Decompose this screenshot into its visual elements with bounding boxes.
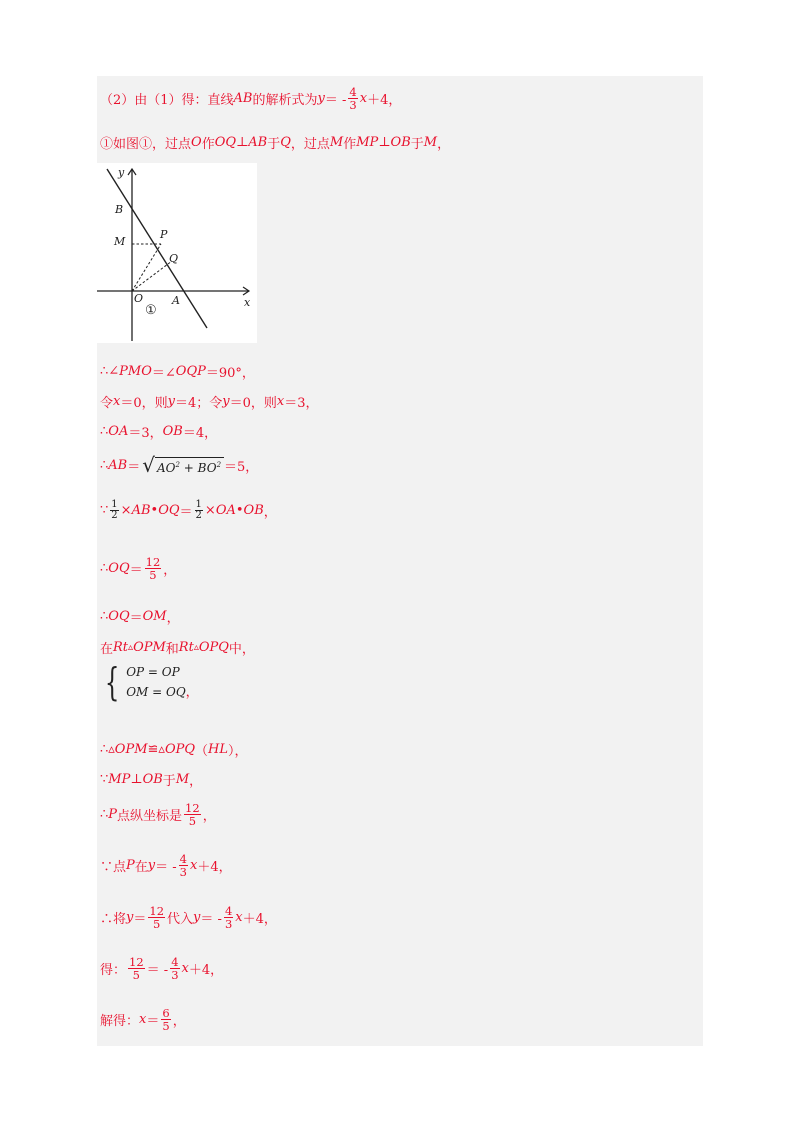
text: ＝ [127, 459, 141, 475]
var: OPM [114, 742, 148, 757]
text: 点纵坐标是 [117, 809, 183, 824]
numerator: 1 [195, 499, 202, 510]
var: P [126, 858, 135, 873]
fraction [195, 500, 203, 521]
text: ＋4， [197, 860, 232, 875]
var: x [113, 394, 121, 409]
text: 代入 [167, 912, 194, 927]
label-y: y [118, 166, 125, 179]
label-b: B [115, 203, 124, 216]
text: ∴ [100, 561, 109, 576]
text: （2）由（1）得：直线 [100, 93, 234, 108]
text: ， [189, 774, 203, 789]
text: ＝0，则 [229, 396, 277, 411]
fraction [161, 1007, 170, 1032]
equation-system [100, 662, 186, 702]
numerator: 4 [224, 904, 233, 918]
label-o: O [134, 292, 144, 305]
var: P [108, 807, 118, 822]
segment-op [132, 244, 161, 291]
line-5 [100, 422, 217, 441]
exponent: 2 [175, 461, 180, 469]
line-17 [100, 956, 223, 981]
numerator: 4 [171, 955, 179, 969]
text: ＝0，则 [120, 396, 168, 411]
text: ＝3， [284, 396, 319, 411]
denominator: 5 [188, 814, 197, 828]
denominator: 3 [349, 98, 357, 112]
denominator: 2 [111, 510, 118, 521]
text: • [150, 503, 159, 518]
text: × [120, 503, 132, 518]
geometry-figure [97, 163, 257, 343]
text: 作 [343, 137, 357, 152]
var: x [181, 961, 189, 976]
var: x [190, 858, 198, 873]
text: 得： [100, 963, 127, 978]
text: 解得： [100, 1014, 140, 1029]
text: ＝∠ [151, 366, 176, 381]
label-m: M [114, 235, 126, 248]
var: OPQ [198, 640, 229, 655]
text: ＝3， [128, 426, 163, 441]
var: y [147, 858, 156, 873]
line-11 [100, 662, 199, 702]
text: ⊥ [378, 135, 391, 150]
var: x [235, 910, 243, 925]
var: OA [215, 503, 236, 518]
line-6 [100, 455, 258, 475]
var: OQP [175, 364, 206, 379]
radicand [155, 457, 224, 475]
var: HL [208, 742, 228, 757]
line-2 [100, 133, 450, 152]
text: ＝ [179, 505, 193, 520]
text: ∵ [100, 503, 109, 518]
line-9 [100, 607, 180, 626]
var: y [167, 394, 175, 409]
line-ab [107, 169, 207, 328]
var: OPQ [164, 742, 195, 757]
text: ∴ [100, 424, 109, 439]
text: ∴ [100, 609, 109, 624]
text: ， [166, 611, 180, 626]
var: AB [108, 457, 128, 473]
var: OPM [133, 640, 166, 655]
numerator: 1 [111, 499, 118, 510]
text: • [235, 503, 244, 518]
text: 在 [134, 860, 148, 875]
var: OQ [108, 609, 130, 624]
fraction [148, 905, 165, 930]
text: ∵点 [100, 860, 127, 875]
var: M [423, 135, 438, 150]
line-12 [100, 740, 248, 759]
numerator: 12 [185, 801, 200, 815]
brace: { [104, 660, 120, 704]
plus: + [179, 461, 198, 475]
var: AB [248, 135, 268, 150]
term: AO [157, 461, 176, 475]
numerator: 4 [349, 85, 357, 99]
text: 中， [228, 642, 255, 657]
var: x [276, 394, 285, 409]
fraction [170, 956, 179, 981]
text: 的解析式为 [252, 93, 318, 108]
text: ⊥ [236, 135, 249, 150]
exponent: 2 [216, 461, 222, 469]
text: （ [195, 744, 209, 759]
text: 于 [162, 774, 176, 789]
var: PMO [119, 364, 152, 379]
text: ， [202, 809, 216, 824]
text: 令 [100, 396, 114, 411]
text: ∴▵ [100, 742, 115, 757]
line-14 [100, 802, 216, 827]
var: MP [356, 135, 379, 150]
text: ≌▵ [147, 742, 165, 757]
text: ＋4， [188, 963, 224, 978]
numerator: 12 [149, 904, 165, 918]
denominator: 2 [195, 510, 202, 521]
var-y: y [317, 91, 325, 106]
label-p: P [160, 228, 168, 241]
text: ， [185, 685, 199, 700]
line-10 [100, 638, 255, 657]
denominator: 3 [224, 917, 233, 931]
text: ⊥ [130, 772, 143, 787]
label-q: Q [169, 252, 179, 265]
var: y [193, 910, 201, 925]
figure-svg [97, 163, 257, 343]
text: ）， [228, 744, 248, 759]
text: ①如图①，过点 [100, 137, 192, 152]
var-ab: AB [233, 91, 253, 106]
text: 于 [410, 137, 424, 152]
line-3 [100, 362, 255, 381]
fraction [348, 86, 357, 111]
text: 和 [165, 642, 179, 657]
var: O [191, 135, 202, 150]
var: M [329, 135, 344, 150]
text: ＝ - [200, 912, 222, 927]
text: ＝90°， [205, 366, 255, 381]
line-15 [100, 853, 232, 878]
var: OB [142, 772, 163, 787]
var: y [126, 910, 134, 925]
text: ＝ - [155, 860, 177, 875]
triangle-symbol: ▵ [128, 642, 134, 653]
text: ＋4， [367, 93, 402, 108]
var-x: x [359, 91, 368, 106]
var: Q [280, 135, 291, 150]
var: OB [243, 503, 264, 518]
equations [126, 662, 185, 702]
line-16 [100, 905, 277, 930]
term: BO [197, 461, 217, 475]
fraction [179, 853, 188, 878]
fraction [145, 556, 162, 581]
text: ＝ [129, 611, 143, 626]
var: OM [142, 609, 167, 624]
square-root: √ $AO^2 + BO^2$ [142, 455, 224, 475]
var: OA [108, 424, 129, 439]
text: ， [437, 137, 451, 152]
var: AB [131, 503, 151, 518]
equation-2: OM = OQ [126, 685, 186, 699]
var: OQ [158, 503, 180, 518]
text: ＝4；令 [175, 396, 223, 411]
var: OB [390, 135, 411, 150]
text: ∵ [100, 772, 109, 787]
text: 在 [100, 642, 114, 657]
line-7 [100, 500, 277, 521]
var: M [175, 772, 190, 787]
label-a: A [172, 294, 180, 307]
numerator: 4 [179, 852, 187, 866]
text: ＝ [146, 1014, 160, 1029]
text: 作 [201, 137, 215, 152]
numerator: 6 [162, 1006, 170, 1020]
equation-1: OP = OP [126, 665, 180, 679]
text: ＝5， [224, 459, 259, 475]
line-8 [100, 556, 176, 581]
text: ∴ [100, 457, 109, 473]
text: ，过点 [290, 137, 330, 152]
var: Rt [178, 640, 194, 655]
var: Rt [113, 640, 129, 655]
text: ＋4， [242, 912, 277, 927]
text: ∴∠ [100, 364, 120, 379]
var: OQ [214, 135, 237, 150]
text: ＝4， [182, 426, 218, 441]
text: ∴ [100, 807, 109, 822]
denominator: 3 [171, 968, 179, 982]
text: ， [163, 563, 177, 578]
fraction [110, 500, 118, 521]
text: ， [172, 1014, 186, 1029]
fraction [184, 802, 201, 827]
numerator: 12 [129, 955, 144, 969]
text: ， [263, 505, 277, 520]
text: ＝ - [146, 963, 169, 978]
denominator: 5 [162, 1019, 170, 1033]
denominator: 5 [153, 917, 161, 931]
var: MP [108, 772, 131, 787]
label-x: x [244, 296, 251, 309]
denominator: 5 [132, 968, 140, 982]
text: ＝ [129, 563, 143, 578]
var: x [139, 1012, 147, 1027]
line-1 [100, 86, 401, 111]
var: OQ [108, 561, 130, 576]
text: ∴将 [100, 912, 127, 927]
text: 于 [267, 137, 281, 152]
label-circled-one: ① [145, 303, 157, 318]
denominator: 5 [149, 568, 157, 582]
numerator: 12 [145, 555, 161, 569]
line-4 [100, 392, 319, 411]
fraction [224, 905, 233, 930]
fraction [128, 956, 145, 981]
denominator: 3 [179, 865, 187, 879]
text: × [204, 503, 216, 518]
segment-oq [132, 261, 172, 291]
var: OB [162, 424, 183, 439]
line-13 [100, 770, 202, 789]
triangle-symbol: ▵ [193, 642, 199, 653]
line-18 [100, 1007, 186, 1032]
var: y [222, 394, 230, 409]
text: ＝ [133, 912, 147, 927]
text: ＝ - [324, 93, 347, 108]
